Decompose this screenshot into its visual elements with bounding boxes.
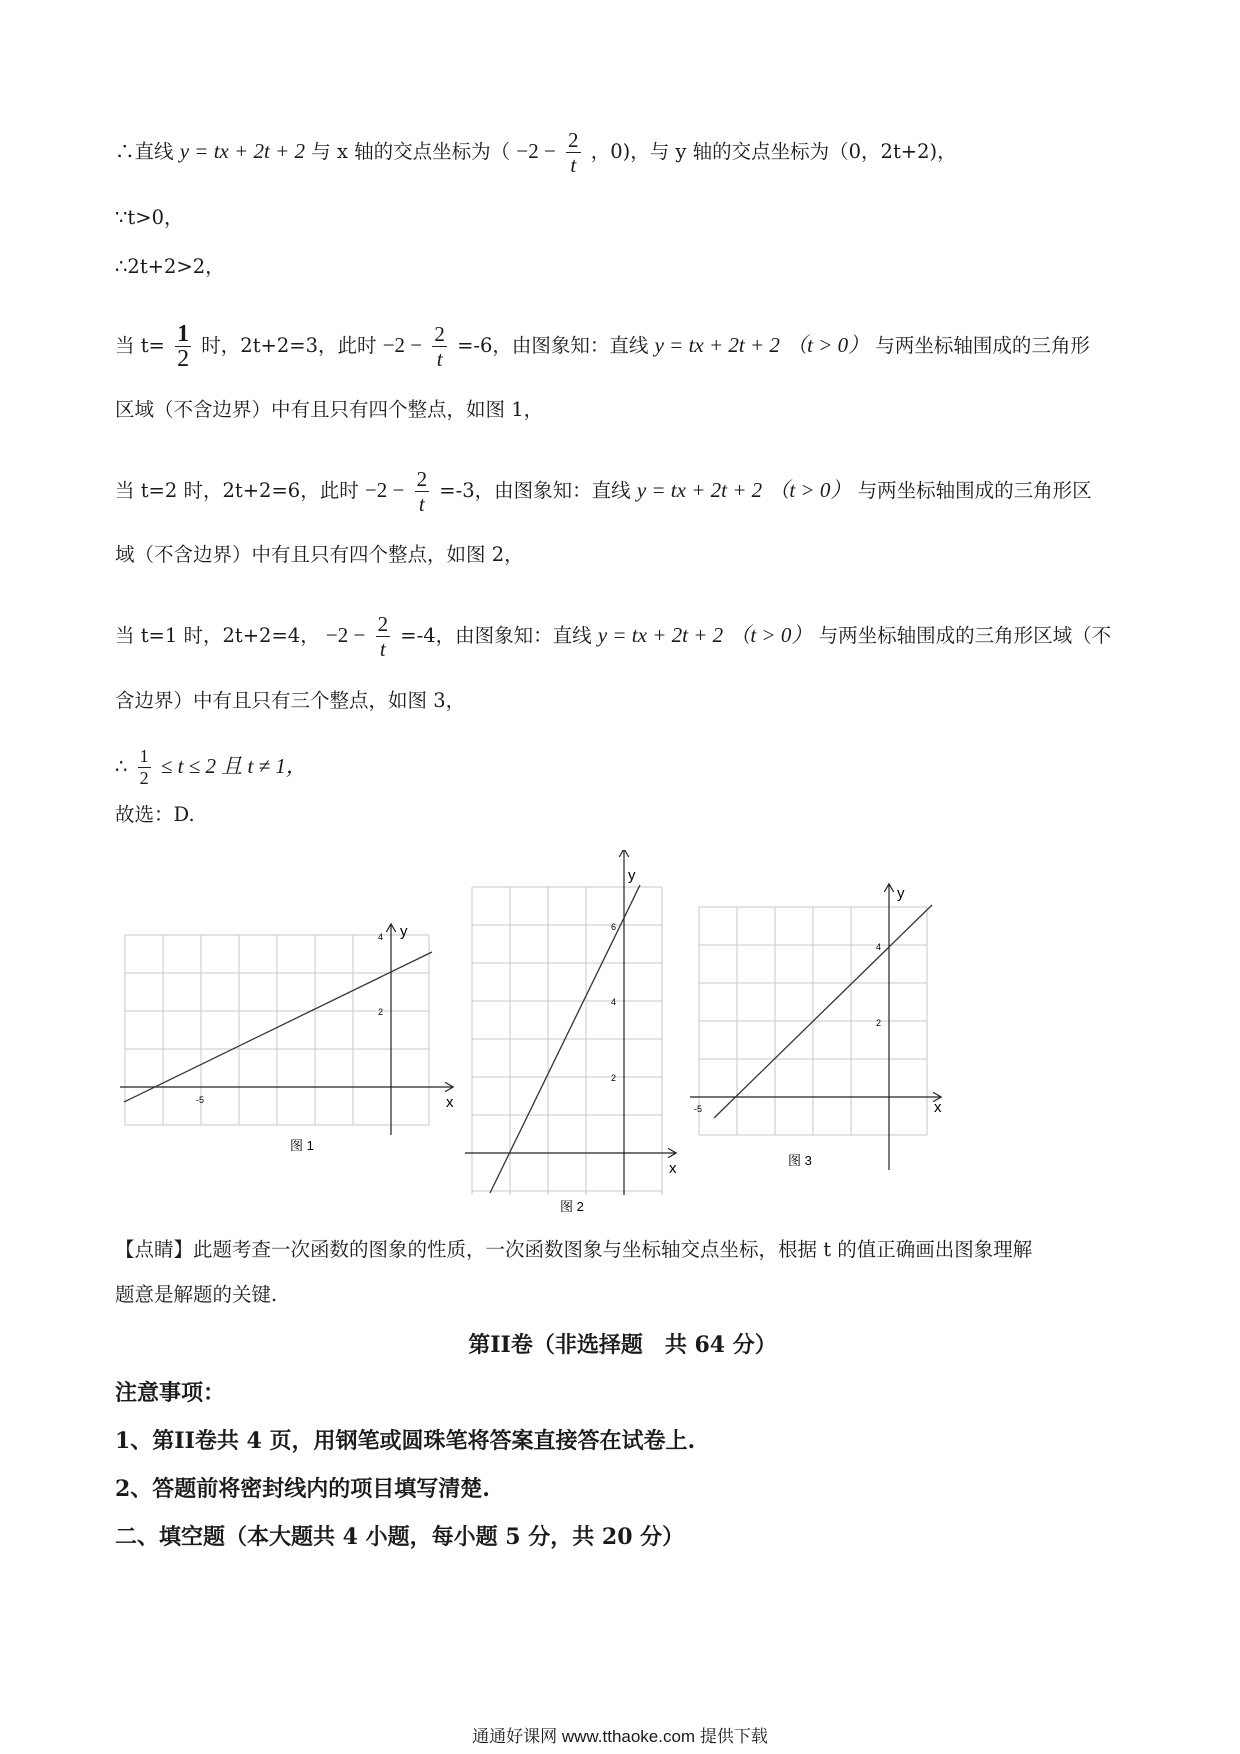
fraction: $\frac{1}{2}$ (177, 321, 190, 372)
solution-line-4: 当 t= $\frac{1}{2}$ 时，2t+2=3，此时 −2 − $\frac{2}{t}$ =-6，由图象知：直线 y = tx + 2t + 2 （t > 0） 与两坐标轴围成的三角形 (115, 321, 1090, 372)
notice-heading: 注意事项： (115, 1380, 226, 1406)
fraction: $\frac{2}{t}$ (377, 612, 389, 661)
part-heading: 二、填空题（本大题共 4 小题，每小题 5 分，共 20 分） (115, 1524, 685, 1550)
notice-item-1: 1、第II卷共 4 页，用钢笔或圆珠笔将答案直接答在试卷上. (115, 1428, 696, 1454)
tick-label: 4 (876, 942, 882, 952)
solution-line-10: ∴ $\frac{1}{2}$ ≤ t ≤ 2 且 t ≠ 1， (115, 746, 307, 788)
tick-label: 4 (611, 997, 617, 1007)
grid (472, 887, 662, 1195)
fraction: $\frac{2}{t}$ (434, 322, 445, 371)
solution-line-6: 当 t=2 时，2t+2=6，此时 −2 − $\frac{2}{t}$ =-3，由图象知：直线 y = tx + 2t + 2 （t > 0） 与两坐标轴围成的三角形区 (115, 467, 1092, 516)
section-title: 第II卷（非选择题 共 64 分） (468, 1332, 777, 1358)
x-axis-label: x (669, 1160, 677, 1177)
figure-2 (465, 850, 677, 1214)
grid (125, 935, 429, 1125)
y-axis-label: y (628, 867, 636, 884)
figure-caption: 图 1 (290, 1138, 314, 1153)
tick-label: 2 (876, 1018, 882, 1028)
comment-line-2: 题意是解题的关键. (115, 1283, 278, 1306)
solution-line-2: ∵t>0， (115, 206, 184, 229)
x-axis-label: x (934, 1099, 942, 1116)
tick-label: -5 (694, 1104, 703, 1114)
tick-label: 4 (378, 932, 384, 942)
figure-caption: 图 2 (560, 1199, 584, 1214)
figure-caption: 图 3 (788, 1153, 812, 1168)
fraction: $\frac{1}{2}$ (139, 746, 149, 788)
figure-1 (120, 923, 454, 1153)
tick-label: 2 (611, 1073, 617, 1083)
notice-item-2: 2、答题前将密封线内的项目填写清楚. (115, 1476, 490, 1502)
solution-line-8: 当 t=1 时，2t+2=4， −2 − $\frac{2}{t}$ =-4，由图象知：直线 y = tx + 2t + 2 （t > 0） 与两坐标轴围成的三角形区域（不 (115, 612, 1112, 661)
figures (0, 850, 1240, 1250)
tick-label: 6 (611, 922, 617, 932)
equation: y = tx + 2t + 2 (636, 478, 763, 502)
solution-line-7: 域（不含边界）中有且只有四个整点，如图 2， (115, 543, 524, 566)
solution-line-11: 故选：D. (115, 803, 195, 826)
equation: y = tx + 2t + 2 (597, 623, 724, 647)
footer: 通通好课网 www.tthaoke.com 提供下载 (472, 1727, 768, 1746)
y-axis-label: y (400, 923, 408, 940)
fraction: $\frac{2}{t}$ (416, 467, 428, 516)
x-axis-label: x (446, 1094, 454, 1111)
comment-line-1: 【点睛】此题考查一次函数的图象的性质，一次函数图象与坐标轴交点坐标，根据 t 的值正确画出图象理解 (115, 1238, 1033, 1261)
equation: y = tx + 2t + 2 (179, 139, 306, 163)
figure-3 (690, 885, 942, 1170)
solution-line-9: 含边界）中有且只有三个整点，如图 3， (115, 689, 466, 712)
tick-label: 2 (378, 1007, 384, 1017)
solution-line-1: ∴直线 y = tx + 2t + 2 与 x 轴的交点坐标为（ −2 − $\frac{2}{t}$ ，0)，与 y 轴的交点坐标为（0，2t+2)， (115, 128, 957, 177)
y-axis-label: y (897, 885, 905, 902)
tick-label: -5 (196, 1095, 205, 1105)
solution-line-3: ∴2t+2>2， (115, 255, 225, 278)
solution-line-5: 区域（不含边界）中有且只有四个整点，如图 1， (115, 398, 544, 421)
equation: y = tx + 2t + 2 (654, 333, 780, 357)
fraction: $\frac{2}{t}$ (568, 128, 579, 177)
